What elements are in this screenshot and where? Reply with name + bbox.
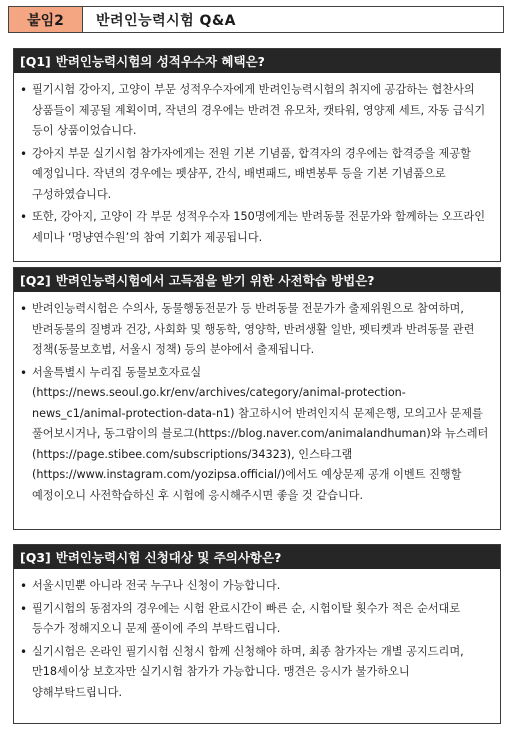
answer-item: • 서울시민뿐 아니라 전국 누구나 신청이 가능합니다. bbox=[20, 576, 490, 597]
question-number: [Q1] bbox=[20, 53, 51, 69]
answer-list bbox=[14, 292, 500, 506]
answer-item: • 실기시험은 온라인 필기시험 신청시 함께 신청해야 하며, 최종 참가자는 개별 공지드리며, 만18세이상 보호자만 실기시험 참가가 가능합니다. 맹견은 응시가 불가하오니 양해부탁드립니다. bbox=[20, 642, 490, 704]
qa-section-q1 bbox=[13, 48, 501, 262]
answer-item: • 강아지 부문 실기시험 참가자에게는 전원 기본 기념품, 합격자의 경우에는 합격증을 제공할 예정입니다. 작년의 경우에는 펫샴푸, 간식, 배변패드, 배변봉투 등을 기본 기념품으로 구성하였습니다. bbox=[20, 144, 490, 206]
question-number: [Q3] bbox=[20, 549, 51, 565]
question-bar bbox=[14, 49, 500, 73]
answer-item: • 서울특별시 누리집 동물보호자료실(https://news.seoul.go.kr/env/archives/category/animal-protection-news_c1/animal-protection-data-n1) 참고하시어 반려인지식 문제은행, 모의고사 문제를 풀어보시거나, 동그람이의 블로그(https://blog.naver.com/animalandhuman)와 뉴스레터(https://page.stibee.com/subscriptions/34323), 인스타그램(https://www.instagram.com/yozipsa.official/)에서도 예상문제 공개 이벤트 진행할 예정이오니 사전학습하신 후 시험에 응시해주시면 좋을 것 같습니다. bbox=[20, 363, 490, 507]
answer-list bbox=[14, 73, 500, 248]
page-title: 반려인능력시험 Q&A bbox=[96, 12, 236, 29]
attachment-tag: 붙임2 bbox=[9, 7, 83, 32]
answer-item: • 필기시험의 동점자의 경우에는 시험 완료시간이 빠른 순, 시험이탈 횟수가 적은 순서대로 등수가 정해지오니 문제 풀이에 주의 부탁드립니다. bbox=[20, 599, 490, 640]
question-bar bbox=[14, 268, 500, 292]
question-text: 반려인능력시험 신청대상 및 주의사항은? bbox=[55, 550, 282, 565]
answer-item: • 필기시험 강아지, 고양이 부문 성적우수자에게 반려인능력시험의 취지에 공감하는 협찬사의 상품들이 제공될 계획이며, 작년의 경우에는 반려견 유모차, 캣타워, 영양제 세트, 자동 급식기 등이 상품이었습니다. bbox=[20, 80, 490, 142]
question-number: [Q2] bbox=[20, 272, 51, 288]
document-header bbox=[8, 6, 504, 33]
answer-item: • 또한, 강아지, 고양이 각 부문 성적우수자 150명에게는 반려동물 전문가와 함께하는 오프라인 세미나 ‘멍냥연수원’의 참여 기회가 제공됩니다. bbox=[20, 207, 490, 248]
qa-section-q2 bbox=[13, 267, 501, 530]
question-text: 반려인능력시험에서 고득점을 받기 위한 사전학습 방법은? bbox=[55, 273, 375, 288]
answer-list bbox=[14, 569, 500, 703]
question-bar bbox=[14, 545, 500, 569]
qa-section-q3 bbox=[13, 544, 501, 724]
answer-item: • 반려인능력시험은 수의사, 동물행동전문가 등 반려동물 전문가가 출제위원으로 참여하며, 반려동물의 질병과 건강, 사회화 및 행동학, 영양학, 반려생활 일반, 펫티켓과 반려동물 관련 정책(동물보호법, 서울시 정책) 등의 분야에서 출제됩니다. bbox=[20, 299, 490, 361]
question-text: 반려인능력시험의 성적우수자 혜택은? bbox=[55, 54, 265, 69]
